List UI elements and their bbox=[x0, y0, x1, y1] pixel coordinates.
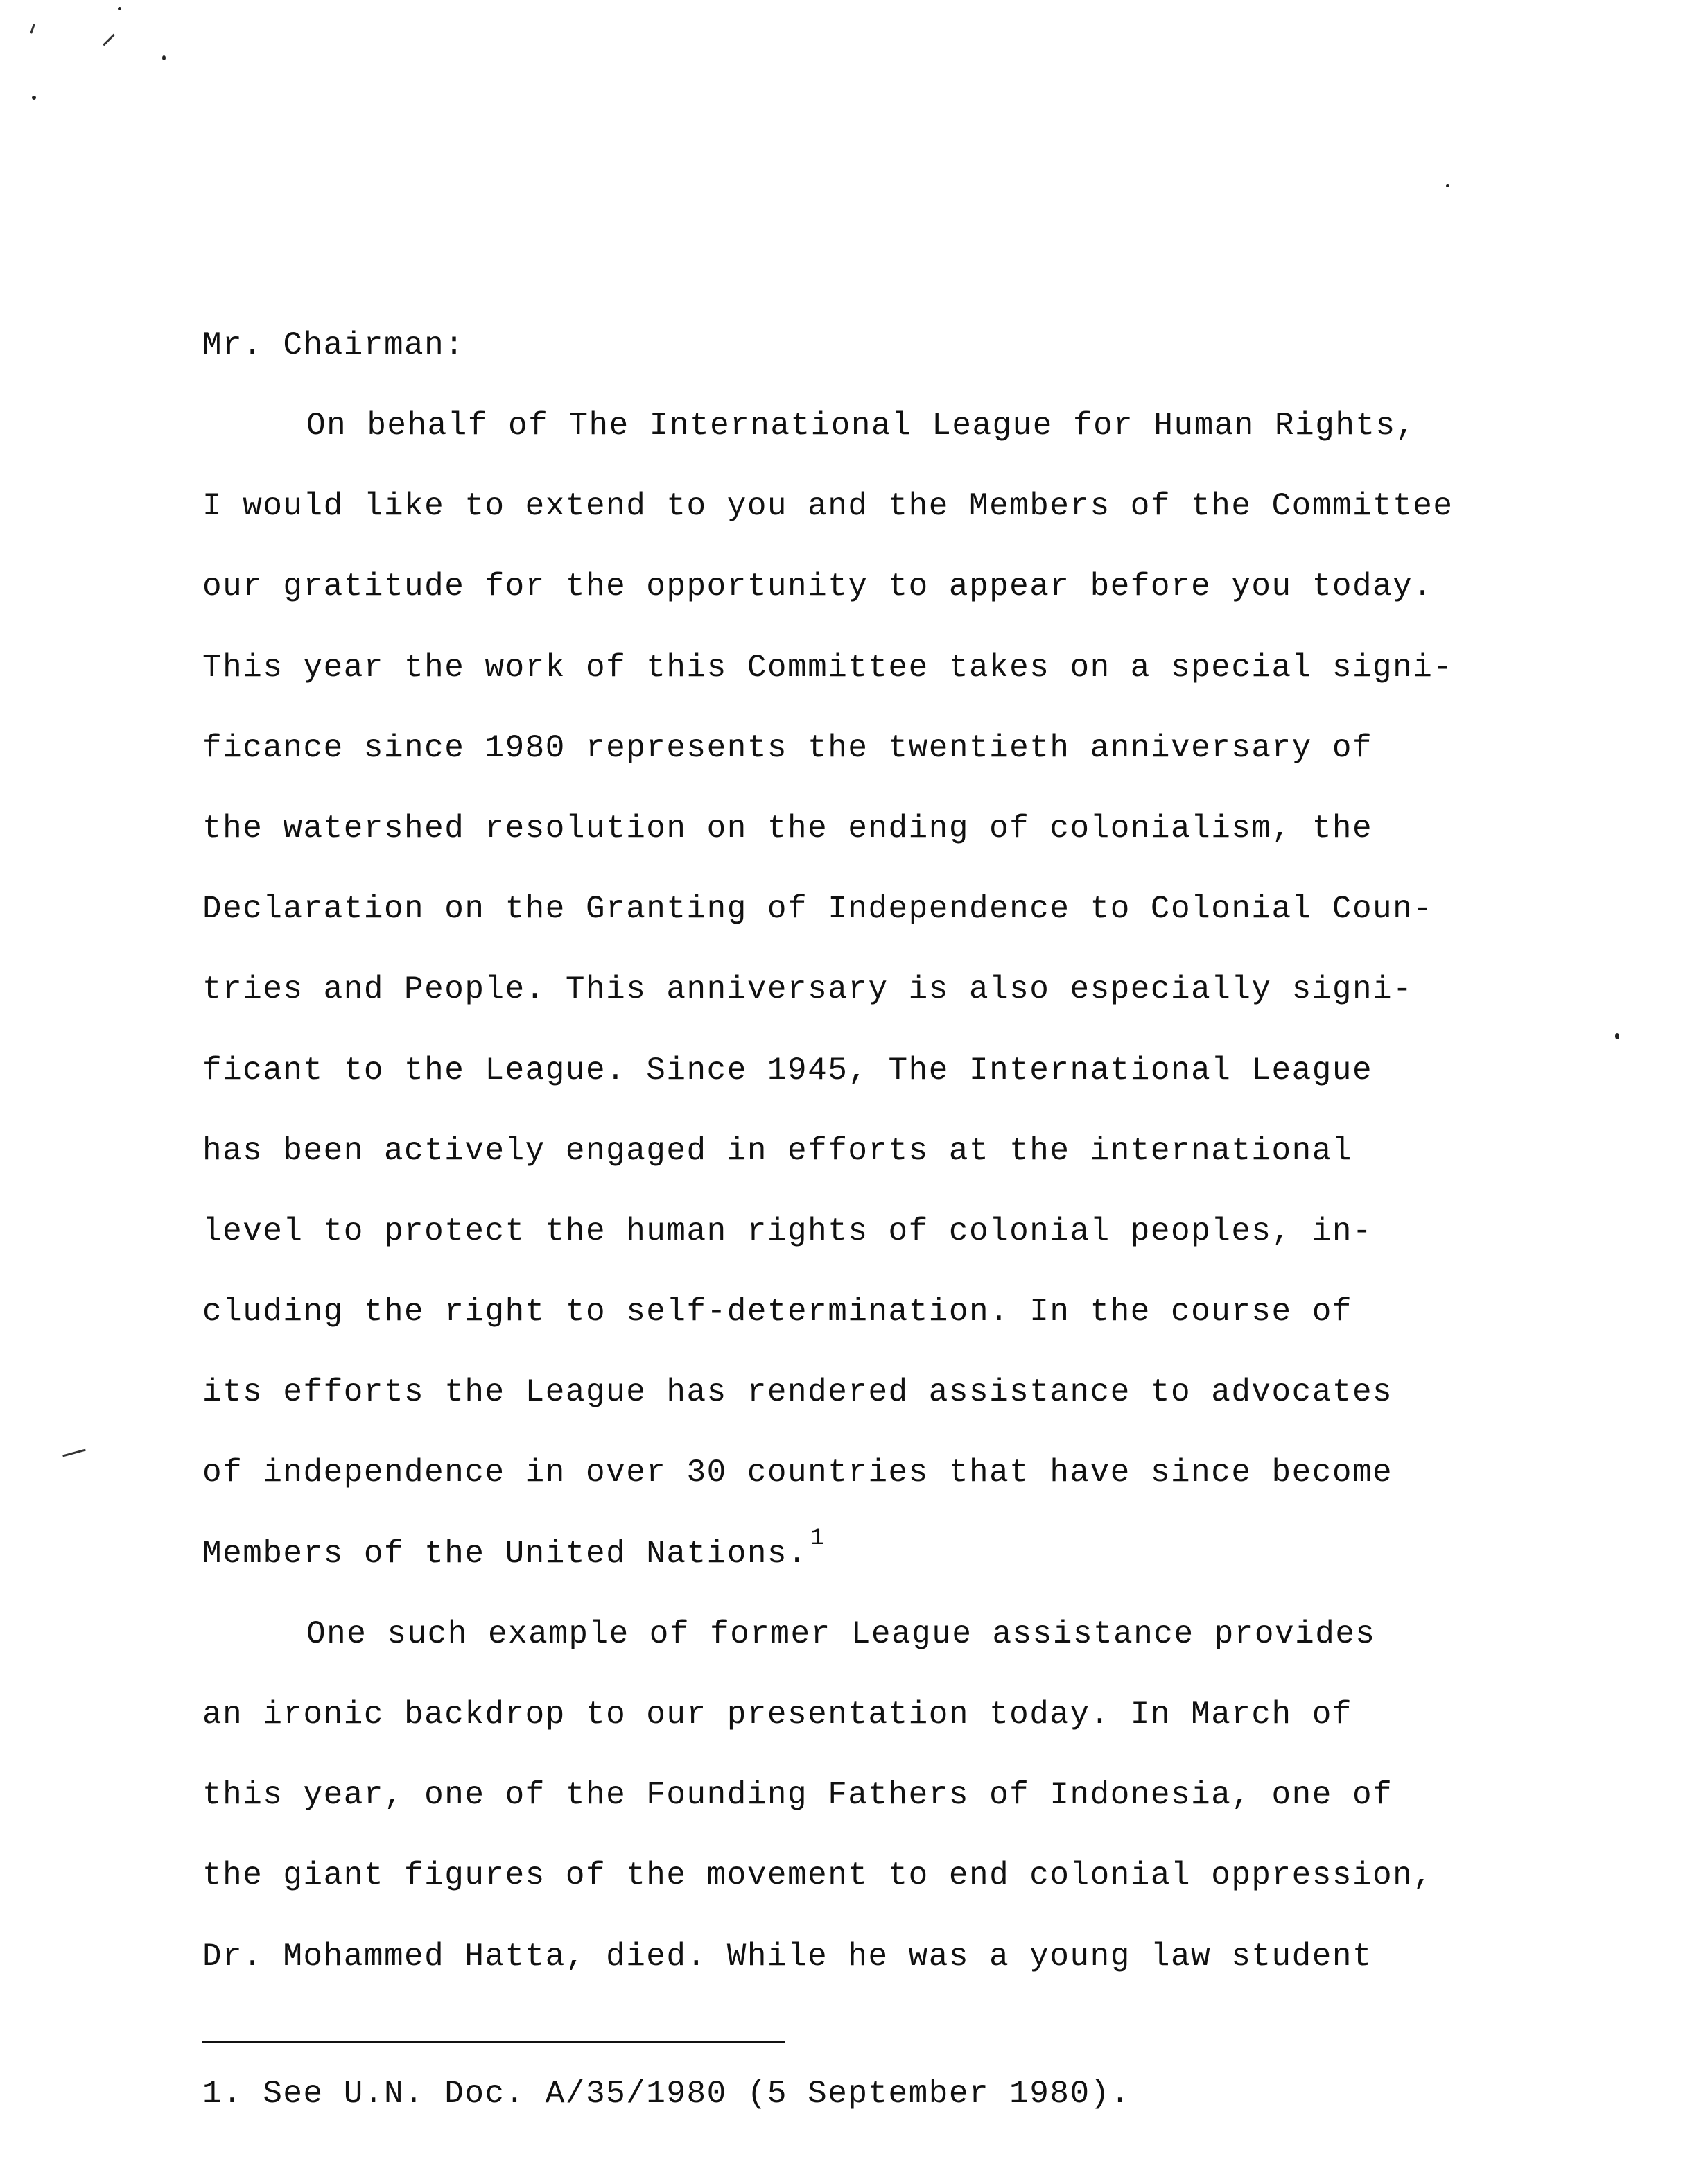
text-line: tries and People. This anniversary is also especially signi- bbox=[202, 971, 1413, 1008]
text-line: has been actively engaged in efforts at the international bbox=[202, 1132, 1352, 1169]
scan-speck bbox=[118, 7, 121, 10]
letter-body bbox=[202, 305, 1554, 1997]
text-line: the giant figures of the movement to end colonial oppression, bbox=[202, 1857, 1434, 1894]
footnote-marker: 1 bbox=[810, 1525, 826, 1552]
text-line: I would like to extend to you and the Members of the Committee bbox=[202, 488, 1454, 525]
text-line: an ironic backdrop to our presentation today. In March of bbox=[202, 1697, 1352, 1733]
footnote-divider bbox=[202, 2041, 785, 2043]
text-line: ficant to the League. Since 1945, The International League bbox=[202, 1052, 1373, 1089]
text-line: cluding the right to self-determination. In the course of bbox=[202, 1294, 1352, 1331]
text-line: Members of the United Nations. bbox=[202, 1535, 808, 1572]
text-line: of independence in over 30 countries that have since become bbox=[202, 1455, 1393, 1491]
scan-mark bbox=[103, 34, 115, 46]
scan-speck bbox=[162, 55, 166, 60]
text-line: On behalf of The International League for Human Rights, bbox=[306, 408, 1416, 444]
text-line-with-footnote bbox=[202, 1514, 1554, 1594]
scan-speck bbox=[1446, 184, 1449, 187]
text-line: One such example of former League assistance provides bbox=[306, 1615, 1376, 1652]
salutation: Mr. Chairman: bbox=[202, 327, 465, 363]
paragraph-1 bbox=[202, 385, 1554, 1594]
text-line: This year the work of this Committee takes on a special signi- bbox=[202, 649, 1454, 686]
text-line: ficance since 1980 represents the twentieth anniversary of bbox=[202, 729, 1373, 766]
footnote: 1. See U.N. Doc. A/35/1980 (5 September 1980). bbox=[202, 2076, 1131, 2112]
scan-mark bbox=[62, 1449, 86, 1457]
text-line: the watershed resolution on the ending of colonialism, the bbox=[202, 810, 1373, 847]
scan-speck bbox=[32, 96, 36, 100]
text-line: level to protect the human rights of colonial peoples, in- bbox=[202, 1213, 1373, 1249]
paragraph-2 bbox=[202, 1594, 1554, 1997]
text-line: Dr. Mohammed Hatta, died. While he was a young law student bbox=[202, 1938, 1373, 1975]
text-line: our gratitude for the opportunity to appear before you today. bbox=[202, 569, 1434, 605]
scan-mark bbox=[30, 24, 35, 33]
text-line: its efforts the League has rendered assistance to advocates bbox=[202, 1374, 1393, 1411]
scan-speck bbox=[1615, 1033, 1619, 1039]
text-line: Declaration on the Granting of Independence to Colonial Coun- bbox=[202, 891, 1434, 928]
text-line: this year, one of the Founding Fathers of Indonesia, one of bbox=[202, 1777, 1393, 1814]
